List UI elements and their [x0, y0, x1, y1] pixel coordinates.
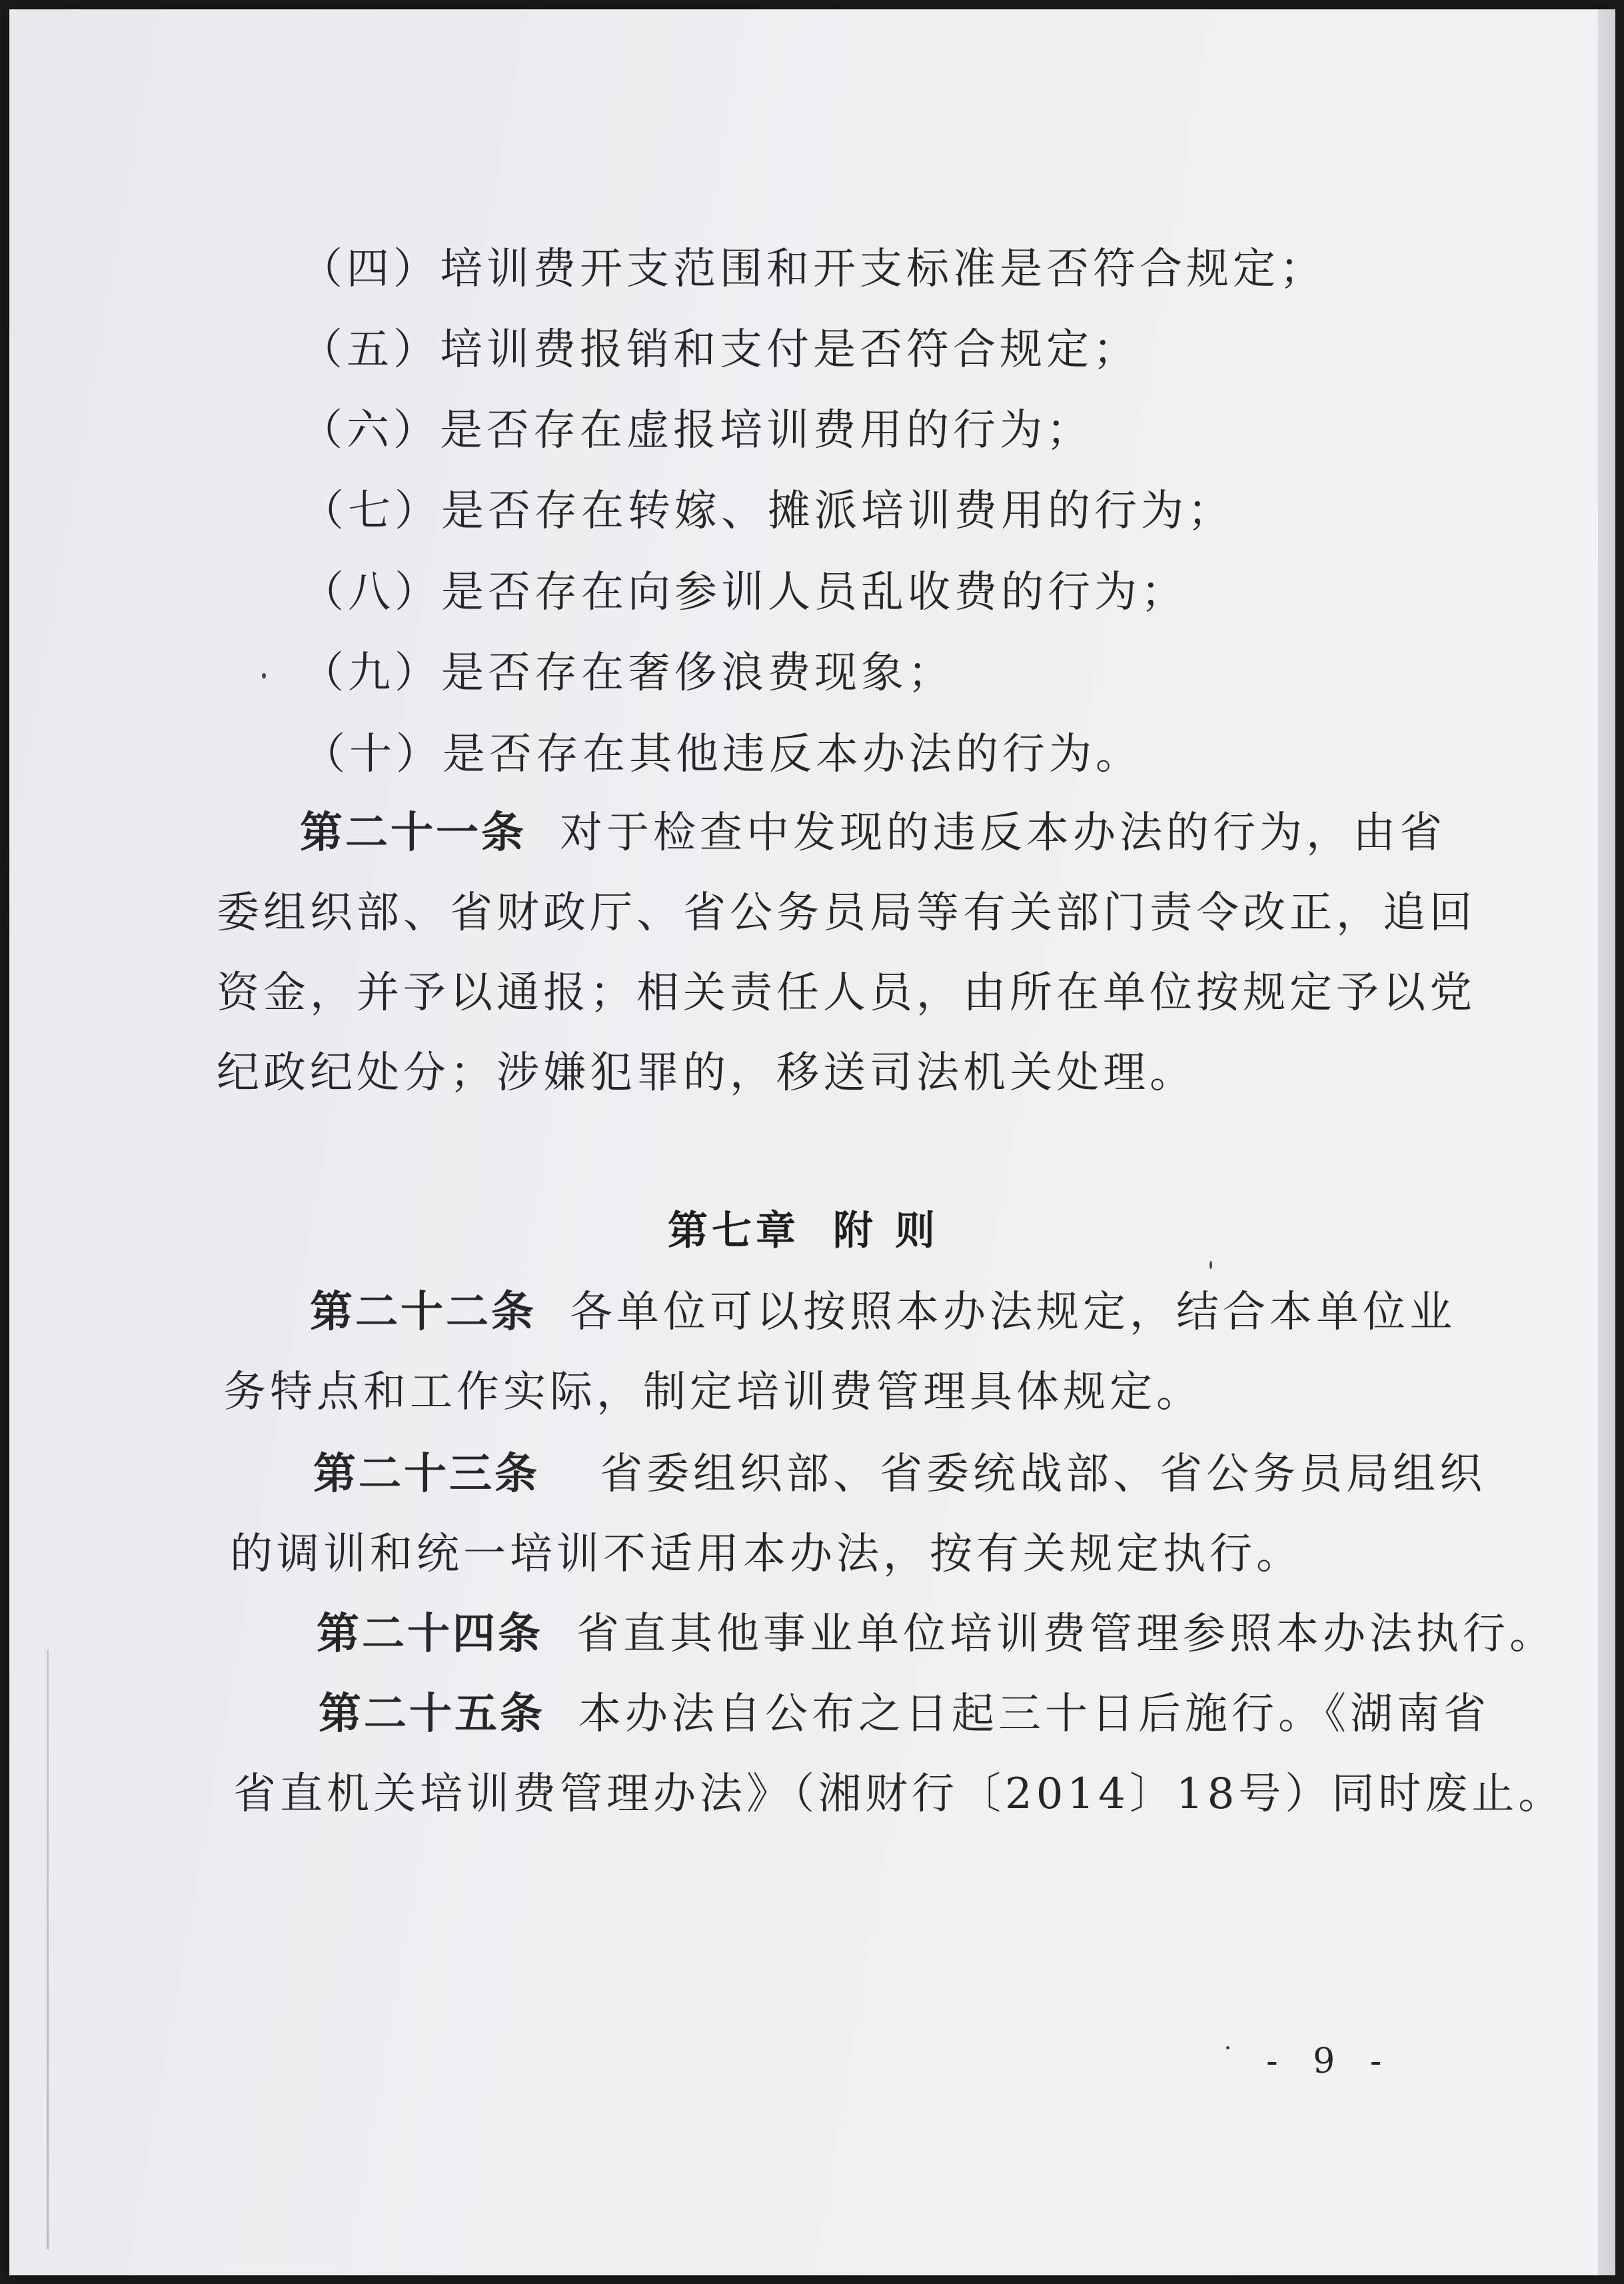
- list-item: （十）是否存在其他违反本办法的行为。: [303, 730, 1142, 779]
- article-22-line: 务特点和工作实际，制定培训费管理具体规定。: [223, 1368, 1203, 1417]
- article-21-first-line: [300, 808, 1446, 858]
- list-item: （五）培训费报销和支付是否符合规定；: [300, 325, 1140, 375]
- article-21-line: 委组织部、省财政厅、省公务员局等有关部门责令改正，追回: [217, 888, 1476, 938]
- chapter-name: 附 则: [833, 1208, 939, 1254]
- article-24-text: 省直其他事业单位培训费管理参照本办法执行。: [576, 1610, 1556, 1659]
- article-24-first-line: [317, 1610, 1556, 1659]
- article-25-first-line: [319, 1690, 1490, 1739]
- list-item: （六）是否存在虚报培训费用的行为；: [300, 406, 1093, 455]
- list-item: （八）是否存在向参训人员乱收费的行为；: [301, 568, 1188, 617]
- article-22-text: 各单位可以按照本办法规定，结合本单位业: [570, 1288, 1456, 1337]
- article-21-line: 纪政纪处分；涉嫌犯罪的，移送司法机关处理。: [217, 1048, 1196, 1098]
- chapter-heading: [668, 1208, 939, 1254]
- article-23-text: 省委组织部、省委统战部、省公务员局组织: [600, 1450, 1486, 1499]
- article-24-title: 第二十四条: [317, 1610, 543, 1659]
- list-item: （四）培训费开支范围和开支标准是否符合规定；: [300, 245, 1326, 294]
- article-25-text: 本办法自公布之日起三十日后施行。《湖南省: [578, 1690, 1490, 1739]
- article-21-text: 对于检查中发现的违反本办法的行为，由省: [560, 808, 1446, 858]
- page-number: - 9 -: [1266, 2041, 1394, 2081]
- list-item: （九）是否存在奢侈浪费现象；: [301, 648, 954, 698]
- article-22-title: 第二十二条: [310, 1288, 536, 1337]
- article-23-line: 的调训和统一培训不适用本办法，按有关规定执行。: [230, 1530, 1303, 1579]
- article-23-first-line: [313, 1450, 1486, 1499]
- scan-speck: [262, 673, 266, 678]
- article-25-title: 第二十五条: [319, 1690, 545, 1739]
- article-23-title: 第二十三条: [313, 1450, 540, 1499]
- article-21-line: 资金，并予以通报；相关责任人员，由所在单位按规定予以党: [217, 968, 1476, 1018]
- page-edge: [1598, 9, 1615, 2275]
- article-25-line: 省直机关培训费管理办法》（湘财行〔2014〕18号）同时废止。: [233, 1769, 1565, 1819]
- list-item: （七）是否存在转嫁、摊派培训费用的行为；: [301, 487, 1234, 536]
- article-22-first-line: [310, 1288, 1456, 1337]
- chapter-number: 第七章: [668, 1208, 800, 1254]
- scan-speck: [1210, 1261, 1212, 1269]
- scan-speck: [1226, 2046, 1229, 2049]
- article-21-title: 第二十一条: [300, 808, 526, 858]
- binding-crease: [47, 1650, 49, 2249]
